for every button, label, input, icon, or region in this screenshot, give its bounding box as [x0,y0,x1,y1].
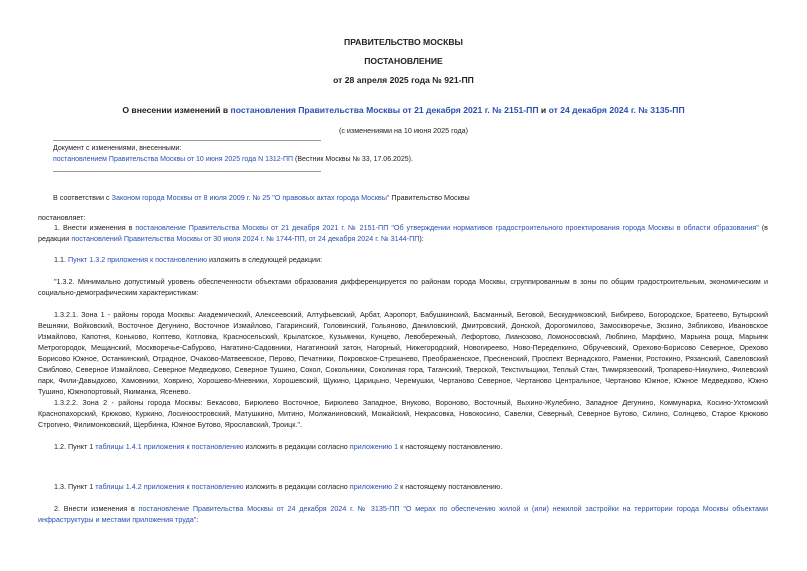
paragraph-2 [38,503,768,525]
p1-text-1: 1. Внести изменения в [54,223,136,232]
p12-text-1: 1.2. Пункт 1 [54,442,96,451]
p2-text-1: 2. Внести изменения в [54,504,139,513]
p1-text-3: ): [419,234,424,243]
title-link-3135[interactable]: от 24 декабря 2024 г. № 3135-ПП [548,105,685,115]
doc-type: ПОСТАНОВЛЕНИЕ [364,56,443,66]
note-bottom-rule [53,171,321,172]
p11-text-1: 1.1. [54,255,68,264]
p13-link-table[interactable]: таблицы 1.4.2 приложения к постановлению [95,482,244,491]
p1-link-revisions[interactable]: постановлений Правительства Москвы от 30 июля 2024 г. № 1744-ПП, от 24 декабря 2024 г. № 3144-ПП [71,234,420,243]
revision-note: (с изменениями на 10 июня 2025 года) [338,126,469,135]
resolves-word: постановляет: [38,213,86,222]
paragraph-1 [38,222,768,244]
amendment-note-tail: (Вестник Москвы № 33, 17.06.2025). [293,156,413,163]
p2-link-3135[interactable]: постановление Правительства Москвы от 24 декабря 2024 г. № 3135-ПП "О мерах по обеспечению жилой и (или) нежилой застройки на территории города Москвы объектами инфраструктуры и местами приложения труда" [38,504,768,524]
amendment-note [53,143,753,165]
paragraph-1-1 [54,254,768,265]
amendment-note-line1: Документ с изменениями, внесенными: [53,145,182,152]
p12-link-table[interactable]: таблицы 1.4.1 приложения к постановлению [95,442,244,451]
amendment-note-line2 [53,154,753,165]
doc-title [0,105,807,115]
doc-date-number: от 28 апреля 2025 года № 921-ПП [333,75,474,85]
note-top-rule [53,140,321,141]
zone-1-list: 1.3.2.1. Зона 1 - районы города Москвы: Академический, Алексеевский, Алтуфьевский, Арбат, Аэропорт, Бабушкинский, Басманный, Беговой, Бескудниковский, Бибирево, Богородское, Братеево, Бутырский Вешняки, Войковский, Восточное Дегунино, Восточное Измайлово, Гагаринский, Головинский, Гольяново, Даниловский, Дмитровский, Донской, Дорогомилово, Замоскворечье, Зюзино, Зябликово, Ивановское Измайлово, Капотня, Коньково, Коптево, Котловка, Красносельский, Крылатское, Кузьминки, Кунцево, Левобережный, Лефортово, Лианозово, Ломоносовский, Люблино, Марфино, Марьина роща, Марьинк Метрогородок, Мещанский, Москворечье-Сабурово, Нагатино-Садовники, Нагатинский затон, Нагорный, Нижегородский, Новогиреево, Ново-Переделкино, Обручевский, Орехово-Борисово Северное, Орехово Борисово Южное, Останкинский, Отрадное, Очаково-Матвеевское, Перово, Печатники, Покровское-Стрешнево, Преображенское, Пресненский, Проспект Вернадского, Раменки, Ростокино, Рязанский, Савеловский Свиблово, Северное Измайлово, Северное Медведково, Северное Тушино, Сокол, Сокольники, Соколиная гора, Таганский, Тверской, Текстильщики, Теплый Стан, Тимирязевский, Тропарево-Никулино, Филевский парк, Фили-Давыдково, Хамовники, Ховрино, Хорошево-Мневники, Хорошевский, Щукино, Царицыно, Черемушки, Чертаново Северное, Чертаново Центральное, Чертаново Южное, Южное Медведково, Южно Тушино, Южнопортовый, Якиманка, Ясенево. [38,310,768,396]
p12-link-appendix-1[interactable]: приложению 1 [349,442,399,451]
title-prefix: О внесении изменений в [122,105,231,115]
zone-2-list: 1.3.2.2. Зона 2 - районы города Москвы: Бекасово, Бирюлево Восточное, Бирюлево Западное, Внуково, Вороново, Восточный, Выхино-Жулебино, Западное Дегунино, Коммунарка, Косино-Ухтомский Краснопахорский, Крюково, Куркино, Лосиноостровский, Матушкино, Митино, Молжаниновский, Можайский, Некрасовка, Новокосино, Савелки, Северный, Северное Бутово, Силино, Солнцево, Старое Крюково Строгино, Филимонковский, Щербинка, Южное Бутово, Ярославский, Троицк.". [38,398,768,429]
p11-text-2: изложить в следующей редакции: [207,255,323,264]
paragraph-1-3-2: "1.3.2. Минимально допустимый уровень обеспеченности объектами образования дифференцируется по районам города Москвы, сгруппированным в зоны по общим градостроительным, экономическим и социально-демографическим характеристикам: [38,277,768,297]
preamble [53,192,773,203]
amendment-link-1312[interactable]: постановлением Правительства Москвы от 10 июня 2025 года N 1312-ПП [53,156,294,163]
org-name: ПРАВИТЕЛЬСТВО МОСКВЫ [344,37,463,47]
p12-text-2: изложить в редакции согласно [243,442,350,451]
paragraph-1-3 [54,481,768,492]
p13-text-2: изложить в редакции согласно [243,482,350,491]
preamble-tail: Правительство Москвы [389,193,470,202]
title-mid: и [538,105,549,115]
preamble-prefix: В соответствии с [53,193,112,202]
preamble-law-link[interactable]: Законом города Москвы от 8 июля 2009 г. № 25 "О правовых актах города Москвы" [111,193,390,202]
p11-link[interactable]: Пункт 1.3.2 приложения к постановлению [68,255,208,264]
p13-text-1: 1.3. Пункт 1 [54,482,96,491]
p13-text-3: к настоящему постановлению. [398,482,503,491]
p1-link-2151[interactable]: постановление Правительства Москвы от 21 декабря 2021 г. № 2151-ПП "Об утверждении нормативов градостроительного проектирования города Москвы в области образования" [135,223,759,232]
paragraph-1-2 [54,441,768,452]
p2-text-2: : [196,515,199,524]
title-link-2151[interactable]: постановления Правительства Москвы от 21 декабря 2021 г. № 2151-ПП [230,105,539,115]
p12-text-3: к настоящему постановлению. [398,442,503,451]
p1-text-2: (в редакции [38,223,768,243]
p13-link-appendix-2[interactable]: приложению 2 [349,482,399,491]
